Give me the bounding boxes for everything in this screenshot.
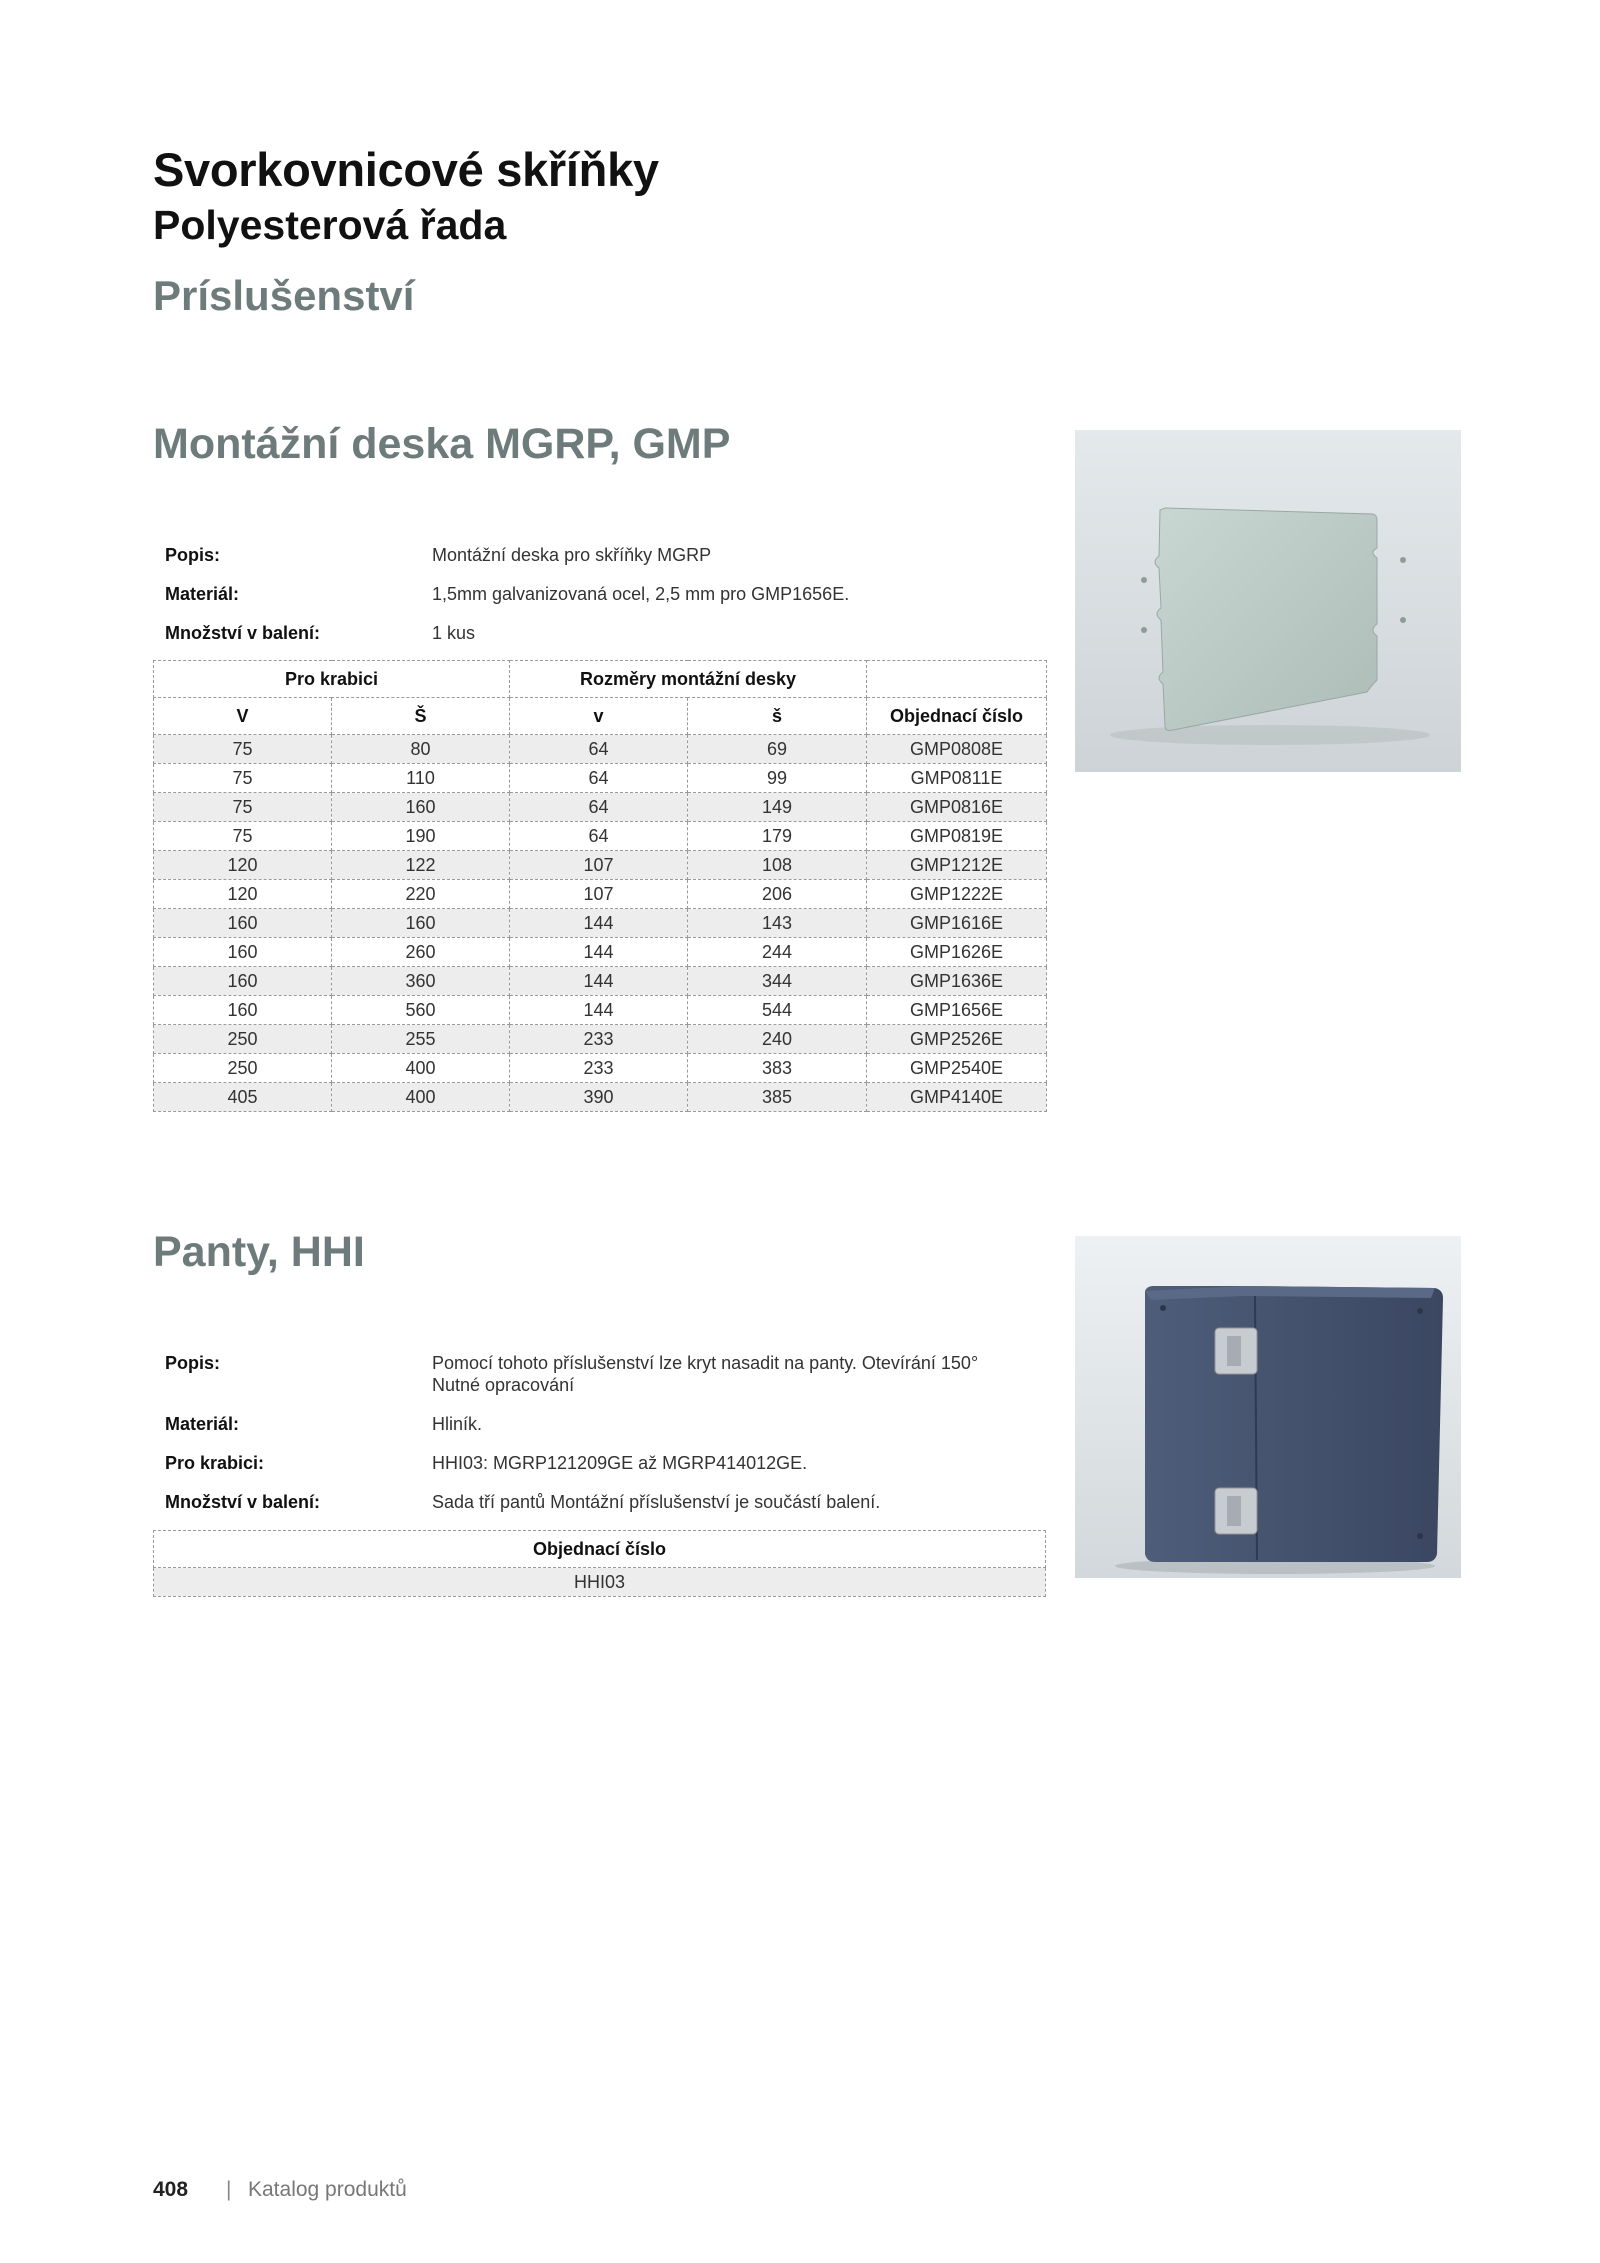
- mounting-plate-table: [153, 660, 1047, 1112]
- table-row: [154, 880, 1047, 909]
- table-cell: 560: [332, 996, 510, 1025]
- table-row: [154, 735, 1047, 764]
- table-row: [154, 793, 1047, 822]
- table-cell: 160: [154, 967, 332, 996]
- table-cell: 120: [154, 851, 332, 880]
- table-row: [154, 822, 1047, 851]
- category-title: Príslušenství: [153, 272, 415, 319]
- table-cell: GMP0819E: [867, 822, 1047, 851]
- table-cell: 405: [154, 1083, 332, 1112]
- section-title-hinges: Panty, HHI: [153, 1228, 365, 1276]
- table-cell: GMP1656E: [867, 996, 1047, 1025]
- table-row: [154, 938, 1047, 967]
- table-cell: 260: [332, 938, 510, 967]
- info-label: Materiál:: [165, 1414, 240, 1434]
- table-cell: 160: [154, 938, 332, 967]
- hinge-icon: [1215, 1488, 1257, 1534]
- table-cell: 69: [688, 735, 867, 764]
- mounting-plate-photo: [1075, 430, 1461, 772]
- table-cell: 160: [332, 793, 510, 822]
- table-row: [154, 764, 1047, 793]
- mounting-plate-image: [1075, 430, 1461, 772]
- hinges-info: [165, 1352, 1045, 1512]
- column-header: Objednací číslo: [154, 1531, 1046, 1568]
- info-value: Montážní deska pro skříňky MGRP: [432, 545, 712, 565]
- table-cell: 144: [510, 967, 688, 996]
- info-value: Pomocí tohoto příslušenství lze kryt nasadit na panty. Otevírání 150°: [432, 1353, 979, 1373]
- table-cell: GMP1212E: [867, 851, 1047, 880]
- table-cell: 75: [154, 793, 332, 822]
- table-cell: 99: [688, 764, 867, 793]
- table-cell: 64: [510, 764, 688, 793]
- table-cell: 250: [154, 1025, 332, 1054]
- table-cell: 220: [332, 880, 510, 909]
- table-row: [154, 996, 1047, 1025]
- table-cell: 122: [332, 851, 510, 880]
- table-cell: 385: [688, 1083, 867, 1112]
- info-label: Materiál:: [165, 584, 240, 604]
- table-cell: GMP4140E: [867, 1083, 1047, 1112]
- table-cell: GMP2526E: [867, 1025, 1047, 1054]
- table-cell: 64: [510, 793, 688, 822]
- table-cell: 206: [688, 880, 867, 909]
- table-cell: 107: [510, 880, 688, 909]
- table-cell: 544: [688, 996, 867, 1025]
- column-header: v: [510, 698, 688, 735]
- column-header: V: [154, 698, 332, 735]
- table-cell: 160: [332, 909, 510, 938]
- table-cell: 250: [154, 1054, 332, 1083]
- page-title: Svorkovnicové skříňky: [153, 143, 659, 196]
- column-header: Objednací číslo: [867, 698, 1047, 735]
- table-cell: 390: [510, 1083, 688, 1112]
- page-number: 408: [153, 2178, 189, 2201]
- table-cell: 233: [510, 1025, 688, 1054]
- enclosure-hinges-photo: [1075, 1236, 1461, 1578]
- table-cell: 107: [510, 851, 688, 880]
- table-cell: 383: [688, 1054, 867, 1083]
- table-cell: HHI03: [154, 1568, 1046, 1597]
- info-value: 1 kus: [432, 623, 476, 643]
- table-cell: GMP1222E: [867, 880, 1047, 909]
- table-body: [154, 735, 1047, 1112]
- table-cell: 400: [332, 1083, 510, 1112]
- info-label: Množství v balení:: [165, 1492, 321, 1512]
- table-cell: 400: [332, 1054, 510, 1083]
- table-row: [154, 909, 1047, 938]
- group-header-plate: Rozměry montážní desky: [510, 661, 867, 698]
- table-cell: 144: [510, 996, 688, 1025]
- info-label: Pro krabici:: [165, 1453, 265, 1473]
- footer-separator: |: [226, 2178, 232, 2201]
- table-cell: 75: [154, 764, 332, 793]
- info-value: Hliník.: [432, 1414, 483, 1434]
- table-cell: 233: [510, 1054, 688, 1083]
- table-cell: 144: [510, 909, 688, 938]
- table-cell: GMP1616E: [867, 909, 1047, 938]
- info-value: 1,5mm galvanizovaná ocel, 2,5 mm pro GMP1656E.: [432, 584, 850, 604]
- table-cell: 179: [688, 822, 867, 851]
- column-header: š: [688, 698, 867, 735]
- table-cell: 75: [154, 735, 332, 764]
- table-cell: 64: [510, 822, 688, 851]
- table-cell: 108: [688, 851, 867, 880]
- catalog-label: Katalog produktů: [248, 2178, 407, 2201]
- table-cell: 144: [510, 938, 688, 967]
- group-header-empty: [867, 661, 1047, 698]
- page-subtitle: Polyesterová řada: [153, 202, 507, 248]
- table-cell: 240: [688, 1025, 867, 1054]
- column-header: Š: [332, 698, 510, 735]
- table-row: [154, 967, 1047, 996]
- table-cell: 143: [688, 909, 867, 938]
- table-cell: 360: [332, 967, 510, 996]
- table-row: [154, 1083, 1047, 1112]
- info-value: HHI03: MGRP121209GE až MGRP414012GE.: [432, 1453, 808, 1473]
- info-label: Množství v balení:: [165, 623, 321, 643]
- table-row: [154, 851, 1047, 880]
- enclosure-hinges-image: [1075, 1236, 1461, 1578]
- table-cell: 255: [332, 1025, 510, 1054]
- table-cell: 80: [332, 735, 510, 764]
- table-cell: 344: [688, 967, 867, 996]
- table-cell: 160: [154, 996, 332, 1025]
- table-cell: GMP0816E: [867, 793, 1047, 822]
- info-label: Popis:: [165, 545, 221, 565]
- hinges-table: [153, 1530, 1046, 1597]
- table-cell: GMP1626E: [867, 938, 1047, 967]
- table-cell: 149: [688, 793, 867, 822]
- info-value: Sada tří pantů Montážní příslušenství je součástí balení.: [432, 1492, 881, 1512]
- hinge-icon: [1215, 1328, 1257, 1374]
- table-cell: 110: [332, 764, 510, 793]
- table-cell: 75: [154, 822, 332, 851]
- table-cell: GMP0808E: [867, 735, 1047, 764]
- info-value-line2: Nutné opracování: [432, 1375, 575, 1395]
- table-cell: GMP1636E: [867, 967, 1047, 996]
- info-label: Popis:: [165, 1353, 221, 1373]
- section-title-mounting-plate: Montážní deska MGRP, GMP: [153, 420, 731, 468]
- table-cell: GMP0811E: [867, 764, 1047, 793]
- table-cell: GMP2540E: [867, 1054, 1047, 1083]
- table-row: [154, 1025, 1047, 1054]
- mounting-plate-info: [165, 544, 1045, 644]
- table-cell: 120: [154, 880, 332, 909]
- table-cell: 244: [688, 938, 867, 967]
- table-row: [154, 1054, 1047, 1083]
- table-cell: 64: [510, 735, 688, 764]
- table-cell: 160: [154, 909, 332, 938]
- table-cell: 190: [332, 822, 510, 851]
- group-header-box: Pro krabici: [154, 661, 510, 698]
